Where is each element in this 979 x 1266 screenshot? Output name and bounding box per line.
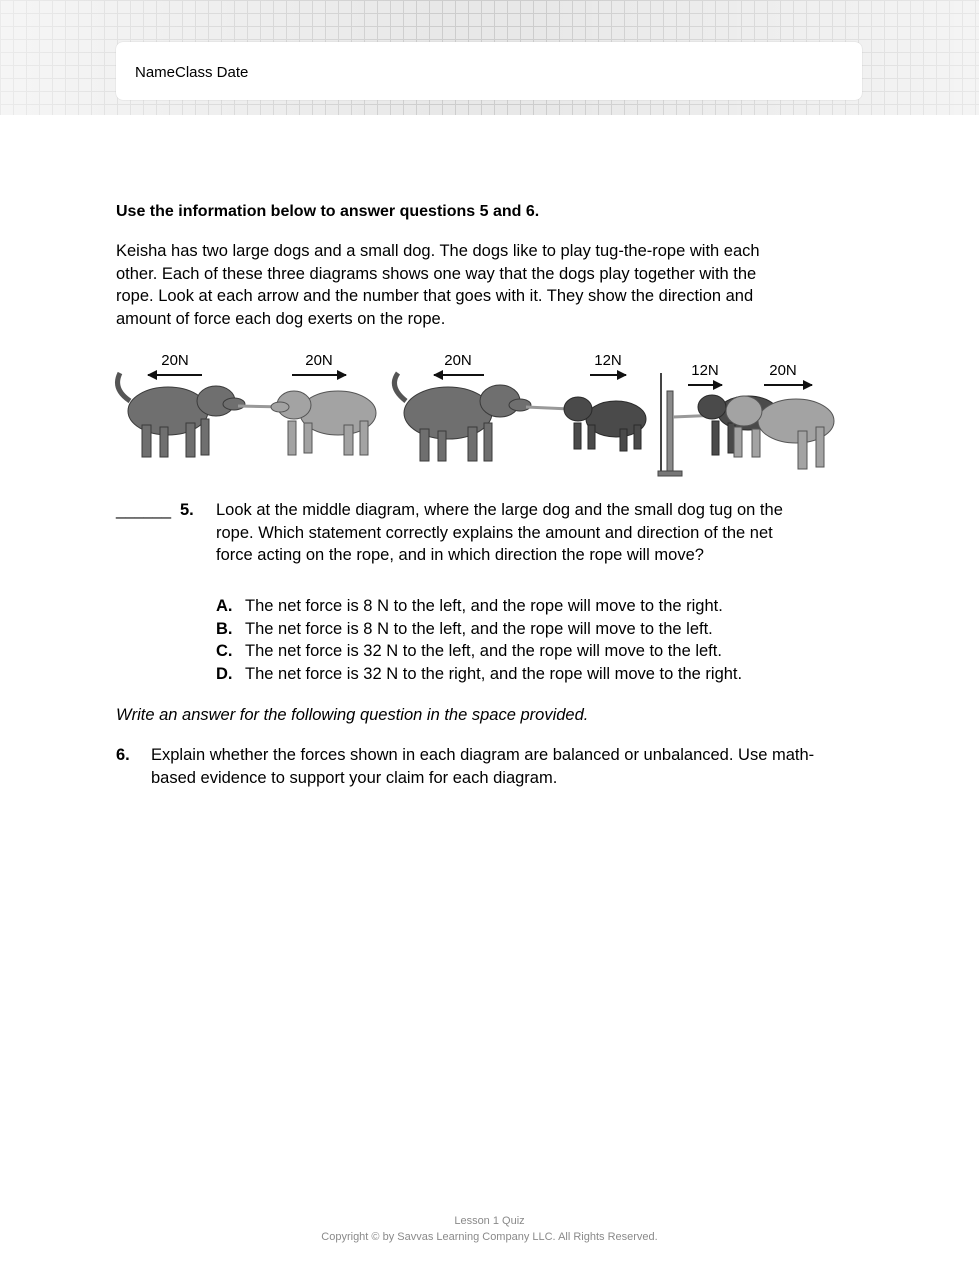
force-label-2-right: 12N — [594, 352, 622, 369]
choice-a — [216, 595, 816, 618]
post — [667, 391, 673, 473]
answer-blank-5[interactable]: ______ — [116, 501, 172, 519]
written-answer-instructions: Write an answer for the following question in the space provided. — [116, 706, 589, 724]
rope-2 — [526, 407, 570, 409]
choice-c — [216, 640, 816, 663]
choice-text: The net force is 8 N to the left, and the rope will move to the right. — [245, 597, 723, 615]
choice-letter: D. — [216, 664, 233, 683]
choice-letter: B. — [216, 619, 233, 638]
force-label-3-left: 12N — [691, 362, 719, 379]
force-label-1-left: 20N — [161, 352, 189, 369]
header-band — [0, 0, 979, 115]
force-label-3-right: 20N — [769, 362, 797, 379]
intro-heading: Use the information below to answer questions 5 and 6. — [116, 203, 540, 220]
intro-paragraph: Keisha has two large dogs and a small dog. The dogs like to play tug-the-rope with each other. Each of these three diagrams shows one way that the dogs play together with the rope. Look at each arrow and the number that goes with it. They show the direction and amount of force each dog exerts on the rope. — [116, 242, 760, 328]
choice-letter: A. — [216, 597, 233, 615]
diagram-2 — [394, 352, 646, 461]
choice-text: The net force is 32 N to the left, and the rope will move to the left. — [245, 642, 722, 660]
choice-text: The net force is 8 N to the left, and the rope will move to the left. — [245, 619, 713, 638]
question-number-6: 6. — [116, 746, 130, 764]
choice-d — [216, 663, 816, 686]
force-label-1-right: 20N — [305, 352, 333, 369]
diagram-3 — [658, 362, 834, 476]
choice-list — [216, 595, 816, 685]
name-class-date-box — [116, 42, 862, 100]
large-dog-right — [271, 391, 376, 455]
large-dog-far-right — [726, 396, 834, 469]
choice-letter: C. — [216, 642, 233, 660]
large-dog-left — [118, 373, 245, 457]
footer-copyright: Copyright © by Savvas Learning Company LLC. All Rights Reserved. — [321, 1230, 658, 1243]
post-base — [658, 471, 682, 476]
choice-text: The net force is 32 N to the right, and the rope will move to the right. — [245, 664, 743, 683]
choice-b — [216, 618, 816, 641]
question-6-stem: Explain whether the forces shown in each diagram are balanced or unbalanced. Use math-based evidence to support your claim for each diagram. — [151, 746, 815, 787]
force-label-2-left: 20N — [444, 352, 472, 369]
page-footer — [0, 1214, 979, 1245]
name-class-date-label: NameClass Date — [135, 64, 249, 81]
small-dog-middle — [564, 397, 646, 451]
question-5-stem: Look at the middle diagram, where the large dog and the small dog tug on the rope. Which statement correctly explains the amount and direction of the net force acting on the rope, and in which direction the rope will move? — [216, 501, 783, 564]
large-dog-middle — [394, 373, 531, 461]
tug-of-war-diagrams — [108, 343, 843, 483]
question-number-5: 5. — [180, 501, 194, 519]
footer-lesson: Lesson 1 Quiz — [454, 1215, 525, 1227]
diagram-1 — [118, 352, 376, 457]
